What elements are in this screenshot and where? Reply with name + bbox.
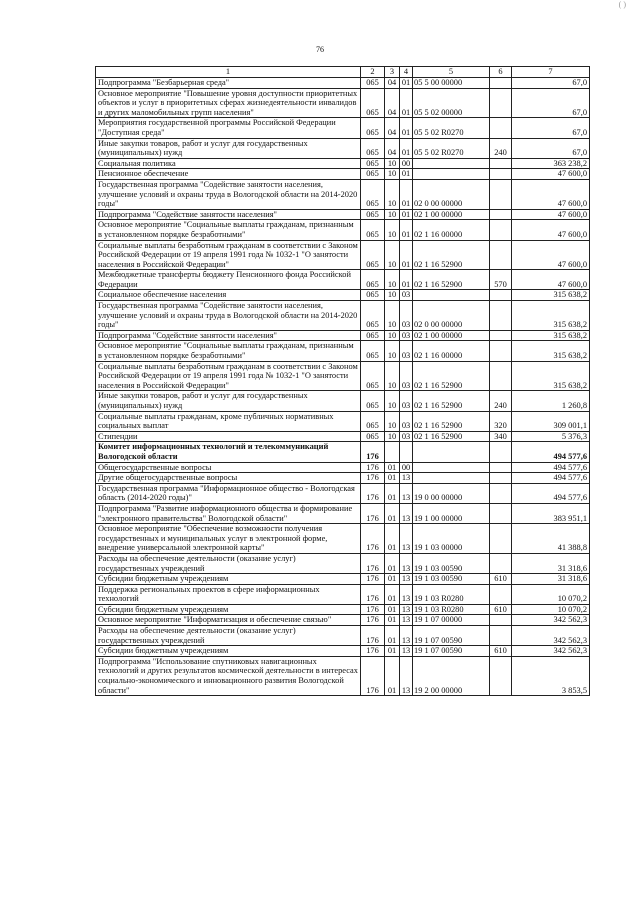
row-expense-type (490, 301, 512, 331)
header-cell: 2 (361, 67, 385, 78)
table-row (96, 604, 590, 615)
row-name: Подпрограмма "Безбарьерная среда" (96, 78, 361, 89)
row-expense-type: 570 (490, 270, 512, 290)
row-section-code: 10 (385, 179, 400, 209)
row-section-code: 01 (385, 462, 400, 473)
header-cell: 3 (385, 67, 400, 78)
row-expense-type (490, 341, 512, 361)
row-name: Поддержка региональных проектов в сфере информационных технологий (96, 584, 361, 604)
row-name: Социальные выплаты гражданам, кроме публичных нормативных социальных выплат (96, 411, 361, 431)
row-department-code: 176 (361, 615, 385, 626)
row-name: Государственная программа "Содействие занятости населения, улучшение условий и охраны труда в Вологодской области на 2014-2020 годы" (96, 179, 361, 209)
row-section-code: 01 (385, 604, 400, 615)
row-expense-type: 340 (490, 431, 512, 442)
row-subsection-code: 13 (400, 473, 413, 484)
row-department-code: 176 (361, 473, 385, 484)
row-expense-type (490, 656, 512, 695)
row-subsection-code: 13 (400, 553, 413, 573)
row-section-code: 10 (385, 270, 400, 290)
row-amount: 31 318,6 (512, 574, 590, 585)
row-expense-type (490, 169, 512, 180)
row-name: Пенсионное обеспечение (96, 169, 361, 180)
row-expense-type (490, 118, 512, 138)
table-header-row (96, 67, 590, 78)
row-expense-type (490, 442, 512, 462)
row-target-article (413, 442, 490, 462)
row-section-code: 10 (385, 169, 400, 180)
row-amount: 494 577,6 (512, 462, 590, 473)
row-department-code: 065 (361, 330, 385, 341)
row-name: Иные закупки товаров, работ и услуг для государственных (муниципальных) нужд (96, 391, 361, 411)
row-subsection-code: 13 (400, 584, 413, 604)
row-amount: 315 638,2 (512, 341, 590, 361)
row-amount: 10 070,2 (512, 604, 590, 615)
row-department-code: 065 (361, 88, 385, 118)
table-row (96, 584, 590, 604)
row-amount: 3 853,5 (512, 656, 590, 695)
row-department-code: 065 (361, 78, 385, 89)
page-number: 76 (316, 45, 324, 54)
row-subsection-code: 01 (400, 270, 413, 290)
row-section-code: 01 (385, 473, 400, 484)
table-row (96, 574, 590, 585)
table-row (96, 169, 590, 180)
table-row (96, 118, 590, 138)
row-expense-type (490, 615, 512, 626)
row-name: Социальное обеспечение населения (96, 290, 361, 301)
table-row (96, 646, 590, 657)
row-name: Стипендии (96, 431, 361, 442)
row-section-code: 10 (385, 391, 400, 411)
row-section-code: 10 (385, 158, 400, 169)
row-department-code: 065 (361, 179, 385, 209)
row-target-article: 19 1 03 R0280 (413, 604, 490, 615)
row-subsection-code: 01 (400, 220, 413, 240)
row-subsection-code: 13 (400, 604, 413, 615)
row-name: Мероприятия государственной программы Российской Федерации "Доступная среда" (96, 118, 361, 138)
row-name: Подпрограмма "Развитие информационного общества и формирование "электронного правительства" Вологодской области" (96, 503, 361, 523)
row-target-article: 05 5 02 R0270 (413, 118, 490, 138)
row-expense-type (490, 330, 512, 341)
row-target-article: 02 1 16 52900 (413, 431, 490, 442)
row-subsection-code: 01 (400, 179, 413, 209)
header-cell: 7 (512, 67, 590, 78)
row-target-article: 02 1 16 00000 (413, 341, 490, 361)
row-amount: 342 562,3 (512, 626, 590, 646)
row-expense-type (490, 584, 512, 604)
row-department-code: 176 (361, 646, 385, 657)
row-target-article (413, 290, 490, 301)
row-target-article: 02 1 16 52900 (413, 411, 490, 431)
header-cell: 5 (413, 67, 490, 78)
row-expense-type: 320 (490, 411, 512, 431)
row-department-code: 065 (361, 361, 385, 391)
row-department-code: 176 (361, 442, 385, 462)
row-amount: 315 638,2 (512, 330, 590, 341)
row-subsection-code: 00 (400, 462, 413, 473)
row-department-code: 176 (361, 574, 385, 585)
row-expense-type (490, 78, 512, 89)
row-amount: 67,0 (512, 138, 590, 158)
row-name: Субсидии бюджетным учреждениям (96, 574, 361, 585)
row-section-code: 10 (385, 411, 400, 431)
row-amount: 67,0 (512, 88, 590, 118)
table-row (96, 615, 590, 626)
row-section-code: 01 (385, 503, 400, 523)
row-name: Иные закупки товаров, работ и услуг для государственных (муниципальных) нужд (96, 138, 361, 158)
table-row (96, 240, 590, 270)
row-section-code: 01 (385, 646, 400, 657)
row-subsection-code: 01 (400, 169, 413, 180)
row-expense-type (490, 290, 512, 301)
row-target-article: 19 1 03 00590 (413, 574, 490, 585)
row-name: Субсидии бюджетным учреждениям (96, 604, 361, 615)
row-expense-type (490, 88, 512, 118)
table-row (96, 330, 590, 341)
row-section-code: 04 (385, 78, 400, 89)
row-amount: 315 638,2 (512, 290, 590, 301)
row-name: Социальные выплаты безработным гражданам в соответствии с Законом Российской Федерации от 19 апреля 1991 года № 1032-1 "О занятости населения в Российской Федерации" (96, 361, 361, 391)
row-target-article: 05 5 00 00000 (413, 78, 490, 89)
row-department-code: 176 (361, 584, 385, 604)
row-department-code: 065 (361, 270, 385, 290)
row-amount: 67,0 (512, 78, 590, 89)
row-department-code: 065 (361, 118, 385, 138)
row-target-article: 19 1 00 00000 (413, 503, 490, 523)
row-department-code: 065 (361, 341, 385, 361)
row-target-article: 02 1 00 00000 (413, 330, 490, 341)
row-subsection-code: 13 (400, 483, 413, 503)
row-section-code: 01 (385, 626, 400, 646)
budget-table (95, 66, 590, 696)
row-name: Социальные выплаты безработным гражданам в соответствии с Законом Российской Федерации от 19 апреля 1991 года № 1032-1 "О занятости населения в Российской Федерации" (96, 240, 361, 270)
row-name: Государственная программа "Содействие занятости населения, улучшение условий и охраны труда в Вологодской области на 2014-2020 годы" (96, 301, 361, 331)
row-amount: 47 600,0 (512, 220, 590, 240)
row-subsection-code: 13 (400, 574, 413, 585)
row-target-article: 19 1 07 00000 (413, 615, 490, 626)
row-amount: 315 638,2 (512, 301, 590, 331)
row-department-code: 065 (361, 138, 385, 158)
table-row (96, 158, 590, 169)
table-row (96, 431, 590, 442)
row-target-article: 19 1 07 00590 (413, 646, 490, 657)
table-row (96, 442, 590, 462)
row-target-article: 19 0 00 00000 (413, 483, 490, 503)
row-section-code: 10 (385, 209, 400, 220)
row-department-code: 065 (361, 391, 385, 411)
row-target-article: 05 5 02 R0270 (413, 138, 490, 158)
row-expense-type (490, 158, 512, 169)
row-target-article: 19 1 03 00590 (413, 553, 490, 573)
row-expense-type (490, 626, 512, 646)
row-section-code: 10 (385, 290, 400, 301)
row-department-code: 176 (361, 604, 385, 615)
table-row (96, 209, 590, 220)
row-amount: 41 388,8 (512, 524, 590, 554)
row-amount: 342 562,3 (512, 646, 590, 657)
row-department-code: 065 (361, 220, 385, 240)
row-amount: 47 600,0 (512, 209, 590, 220)
table-row (96, 524, 590, 554)
row-target-article: 05 5 02 00000 (413, 88, 490, 118)
row-department-code: 065 (361, 301, 385, 331)
row-expense-type (490, 553, 512, 573)
row-subsection-code: 01 (400, 88, 413, 118)
row-name: Подпрограмма "Содействие занятости населения" (96, 330, 361, 341)
row-expense-type (490, 179, 512, 209)
table-row (96, 361, 590, 391)
row-amount: 363 238,2 (512, 158, 590, 169)
row-section-code: 01 (385, 584, 400, 604)
row-target-article: 02 1 16 52900 (413, 361, 490, 391)
row-section-code: 10 (385, 330, 400, 341)
row-section-code: 10 (385, 341, 400, 361)
row-amount: 5 376,3 (512, 431, 590, 442)
row-amount: 47 600,0 (512, 169, 590, 180)
table-row (96, 341, 590, 361)
table-row (96, 503, 590, 523)
row-expense-type: 610 (490, 646, 512, 657)
row-expense-type: 240 (490, 391, 512, 411)
row-subsection-code: 01 (400, 118, 413, 138)
row-expense-type: 610 (490, 604, 512, 615)
row-subsection-code: 03 (400, 411, 413, 431)
row-subsection-code: 13 (400, 646, 413, 657)
table-row (96, 473, 590, 484)
row-expense-type (490, 473, 512, 484)
row-target-article: 19 2 00 00000 (413, 656, 490, 695)
row-expense-type (490, 220, 512, 240)
row-amount: 1 260,8 (512, 391, 590, 411)
row-department-code: 065 (361, 169, 385, 180)
row-target-article: 02 0 00 00000 (413, 179, 490, 209)
row-section-code: 10 (385, 220, 400, 240)
corner-mark: ( ) (618, 0, 626, 9)
table-row (96, 220, 590, 240)
row-subsection-code: 13 (400, 615, 413, 626)
row-target-article (413, 158, 490, 169)
row-name: Другие общегосударственные вопросы (96, 473, 361, 484)
row-subsection-code: 13 (400, 524, 413, 554)
row-target-article: 19 1 03 R0280 (413, 584, 490, 604)
row-amount: 67,0 (512, 118, 590, 138)
row-name: Государственная программа "Информационное общество - Вологодская область (2014-2020 годы)" (96, 483, 361, 503)
table-row (96, 138, 590, 158)
row-section-code: 10 (385, 301, 400, 331)
row-department-code: 176 (361, 524, 385, 554)
row-amount: 309 001,1 (512, 411, 590, 431)
row-target-article: 02 1 16 00000 (413, 220, 490, 240)
table-row (96, 391, 590, 411)
row-name: Основное мероприятие "Информатизация и обеспечение связью" (96, 615, 361, 626)
table-row (96, 78, 590, 89)
table-row (96, 301, 590, 331)
row-amount: 494 577,6 (512, 483, 590, 503)
table-row (96, 411, 590, 431)
row-expense-type (490, 524, 512, 554)
row-subsection-code: 03 (400, 391, 413, 411)
row-section-code: 01 (385, 615, 400, 626)
row-expense-type (490, 240, 512, 270)
row-subsection-code: 01 (400, 78, 413, 89)
row-name: Подпрограмма "Содействие занятости населения" (96, 209, 361, 220)
row-section-code: 10 (385, 361, 400, 391)
row-name: Расходы на обеспечение деятельности (оказание услуг) государственных учреждений (96, 626, 361, 646)
row-department-code: 065 (361, 209, 385, 220)
row-name: Расходы на обеспечение деятельности (оказание услуг) государственных учреждений (96, 553, 361, 573)
row-department-code: 176 (361, 483, 385, 503)
row-expense-type: 610 (490, 574, 512, 585)
row-subsection-code: 03 (400, 341, 413, 361)
row-name: Межбюджетные трансферты бюджету Пенсионного фонда Российской Федерации (96, 270, 361, 290)
row-subsection-code: 03 (400, 431, 413, 442)
row-amount: 10 070,2 (512, 584, 590, 604)
row-expense-type (490, 462, 512, 473)
row-target-article (413, 473, 490, 484)
row-target-article (413, 169, 490, 180)
row-subsection-code: 13 (400, 503, 413, 523)
row-expense-type (490, 503, 512, 523)
row-amount: 47 600,0 (512, 240, 590, 270)
row-amount: 383 951,1 (512, 503, 590, 523)
row-name: Основное мероприятие "Обеспечение возможности получения государственных и муниципальных услуг в электронной форме, внедрение универсальной электронной карты" (96, 524, 361, 554)
header-cell: 6 (490, 67, 512, 78)
row-amount: 494 577,6 (512, 473, 590, 484)
row-section-code: 10 (385, 431, 400, 442)
row-amount: 494 577,6 (512, 442, 590, 462)
row-name: Основное мероприятие "Социальные выплаты гражданам, признанным в установленном порядке безработными" (96, 220, 361, 240)
row-subsection-code: 00 (400, 158, 413, 169)
table-row (96, 656, 590, 695)
row-department-code: 065 (361, 240, 385, 270)
row-section-code: 04 (385, 88, 400, 118)
row-subsection-code: 03 (400, 361, 413, 391)
row-amount: 315 638,2 (512, 361, 590, 391)
row-target-article: 02 0 00 00000 (413, 301, 490, 331)
header-cell: 4 (400, 67, 413, 78)
row-section-code: 01 (385, 524, 400, 554)
row-section-code: 01 (385, 656, 400, 695)
row-name: Общегосударственные вопросы (96, 462, 361, 473)
row-section-code: 10 (385, 240, 400, 270)
row-amount: 342 562,3 (512, 615, 590, 626)
row-section-code: 04 (385, 138, 400, 158)
row-department-code: 065 (361, 290, 385, 301)
row-target-article (413, 462, 490, 473)
row-amount: 47 600,0 (512, 179, 590, 209)
table-row (96, 290, 590, 301)
row-target-article: 02 1 16 52900 (413, 240, 490, 270)
row-target-article: 19 1 03 00000 (413, 524, 490, 554)
row-name: Основное мероприятие "Социальные выплаты гражданам, признанным в установленном порядке безработными" (96, 341, 361, 361)
row-section-code: 01 (385, 574, 400, 585)
row-expense-type (490, 361, 512, 391)
row-target-article: 02 1 16 52900 (413, 270, 490, 290)
row-subsection-code (400, 442, 413, 462)
row-name: Комитет информационных технологий и телекоммуникаций Вологодской области (96, 442, 361, 462)
row-subsection-code: 01 (400, 138, 413, 158)
row-section-code: 01 (385, 483, 400, 503)
table-row (96, 270, 590, 290)
table-row (96, 88, 590, 118)
row-department-code: 176 (361, 626, 385, 646)
row-amount: 47 600,0 (512, 270, 590, 290)
row-department-code: 176 (361, 656, 385, 695)
row-name: Подпрограмма "Использование спутниковых навигационных технологий и других результатов космической деятельности в интересах социально-экономического и инновационного развития Вологодской области" (96, 656, 361, 695)
table-row (96, 462, 590, 473)
row-expense-type (490, 209, 512, 220)
table-row (96, 483, 590, 503)
row-section-code: 01 (385, 553, 400, 573)
row-section-code (385, 442, 400, 462)
row-subsection-code: 03 (400, 330, 413, 341)
header-cell: 1 (96, 67, 361, 78)
row-subsection-code: 13 (400, 626, 413, 646)
row-department-code: 065 (361, 431, 385, 442)
row-target-article: 02 1 16 52900 (413, 391, 490, 411)
row-name: Основное мероприятие "Повышение уровня доступности приоритетных объектов и услуг в приоритетных сферах жизнедеятельности инвалидов и других маломобильных групп населения" (96, 88, 361, 118)
row-target-article: 19 1 07 00590 (413, 626, 490, 646)
row-subsection-code: 01 (400, 240, 413, 270)
row-expense-type: 240 (490, 138, 512, 158)
row-subsection-code: 03 (400, 301, 413, 331)
row-department-code: 065 (361, 411, 385, 431)
row-subsection-code: 13 (400, 656, 413, 695)
row-expense-type (490, 483, 512, 503)
table-row (96, 626, 590, 646)
row-section-code: 04 (385, 118, 400, 138)
row-subsection-code: 03 (400, 290, 413, 301)
table-row (96, 553, 590, 573)
row-subsection-code: 01 (400, 209, 413, 220)
row-department-code: 176 (361, 462, 385, 473)
row-amount: 31 318,6 (512, 553, 590, 573)
row-department-code: 176 (361, 503, 385, 523)
row-department-code: 065 (361, 158, 385, 169)
row-name: Социальная политика (96, 158, 361, 169)
row-target-article: 02 1 00 00000 (413, 209, 490, 220)
table-row (96, 179, 590, 209)
row-department-code: 176 (361, 553, 385, 573)
row-name: Субсидии бюджетным учреждениям (96, 646, 361, 657)
